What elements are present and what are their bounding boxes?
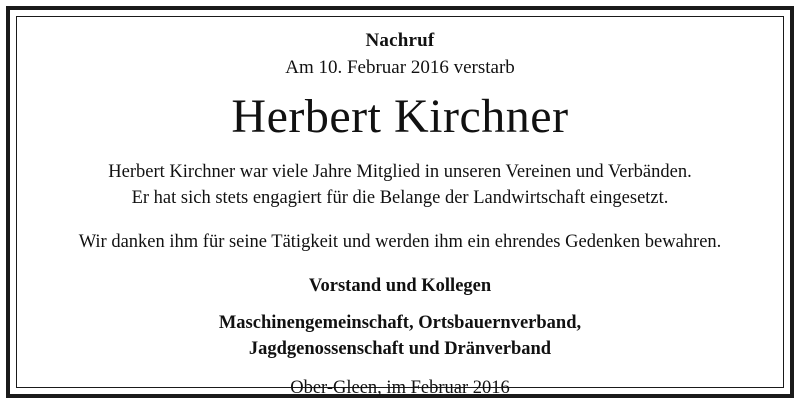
death-date-line: Am 10. Februar 2016 verstarb	[285, 56, 515, 78]
tribute-paragraph	[108, 159, 691, 212]
deceased-name: Herbert Kirchner	[231, 90, 569, 144]
obituary-content	[17, 17, 783, 399]
signers-line: Vorstand und Kollegen	[308, 276, 492, 297]
place-and-date: Ober-Gleen, im Februar 2016	[290, 378, 510, 399]
thanks-paragraph: Wir danken ihm für seine Tätigkeit und werden ihm ein ehrendes Gedenken bewahren.	[78, 231, 722, 252]
organization-line: Maschinengemeinschaft, Ortsbauernverband,	[218, 312, 582, 333]
notice-heading: Nachruf	[365, 30, 435, 51]
signers-block	[309, 273, 491, 299]
tribute-line: Er hat sich stets engagiert für die Belange der Landwirtschaft eingesetzt.	[131, 188, 669, 209]
tribute-line: Herbert Kirchner war viele Jahre Mitglied in unseren Vereinen und Verbänden.	[108, 161, 692, 182]
organizations-block	[219, 310, 581, 363]
organization-line: Jagdgenossenschaft und Dränverband	[248, 338, 552, 359]
